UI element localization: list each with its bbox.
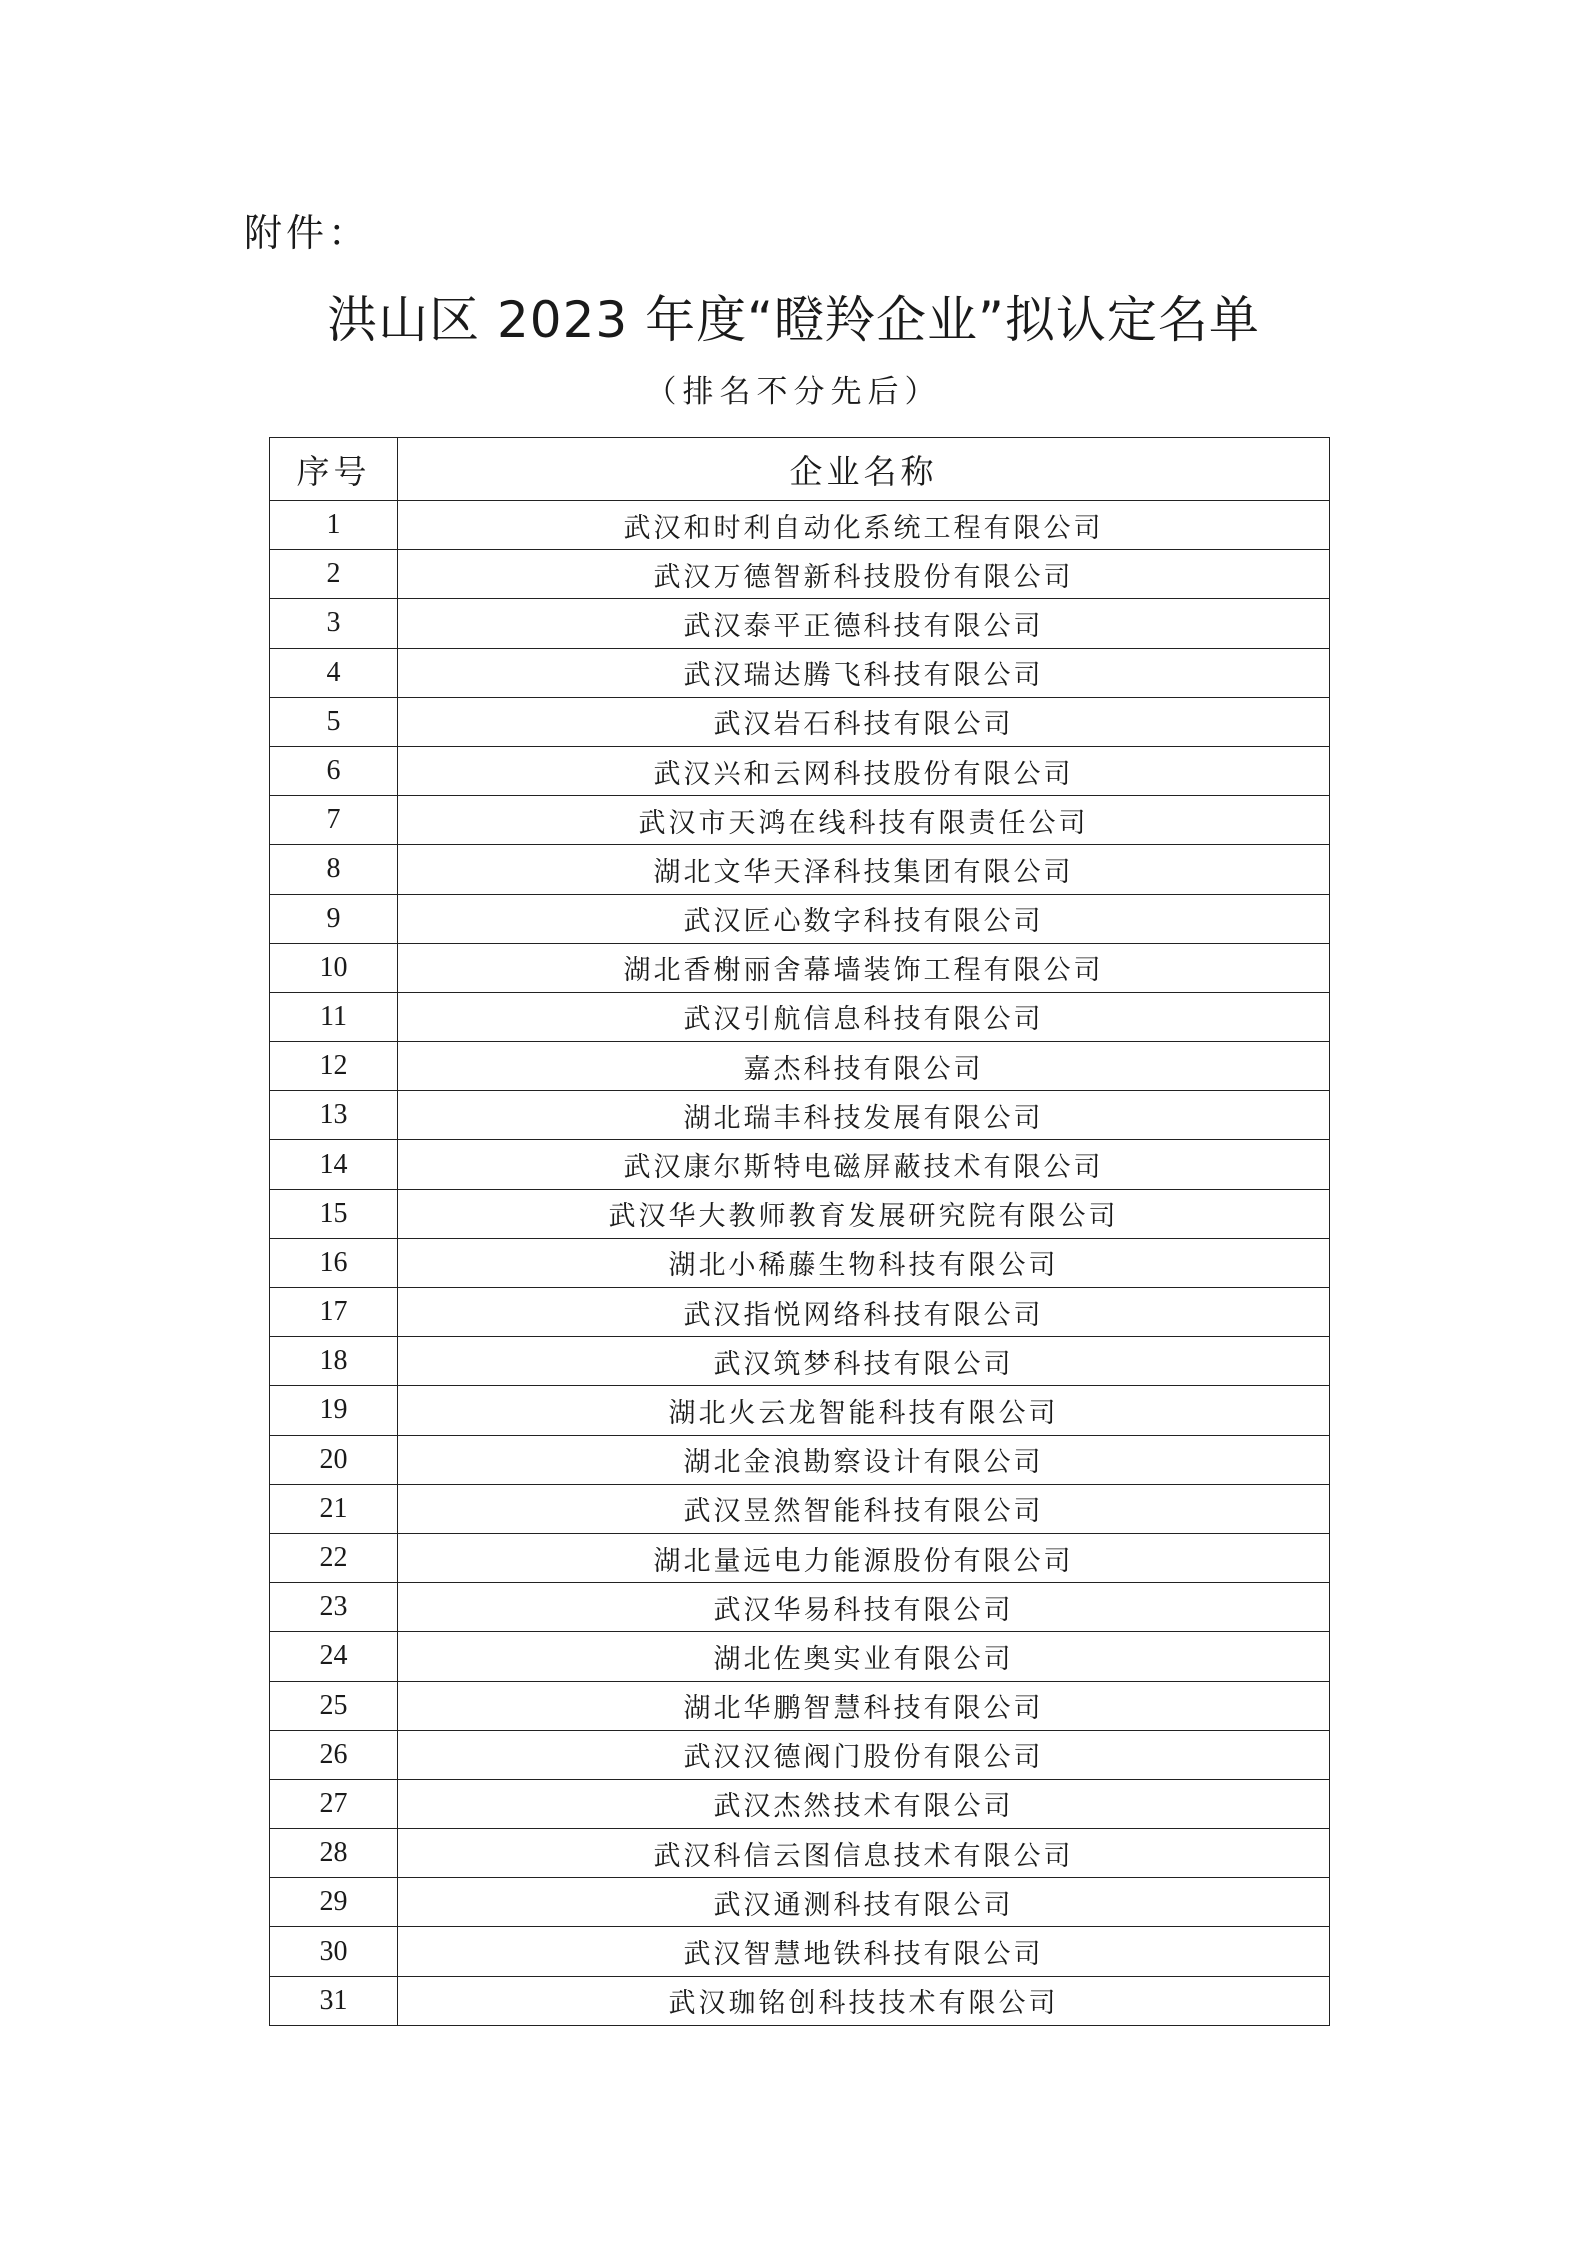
company-name-cell: 湖北金浪勘察设计有限公司	[398, 1435, 1330, 1484]
company-name-cell: 武汉智慧地铁科技有限公司	[398, 1927, 1330, 1976]
row-index-cell: 18	[270, 1337, 398, 1386]
document-subtitle: （排名不分先后）	[645, 374, 942, 410]
table-row	[270, 1140, 1330, 1189]
company-name-cell: 武汉昱然智能科技有限公司	[398, 1484, 1330, 1533]
table-row	[270, 1435, 1330, 1484]
table-row	[270, 599, 1330, 648]
company-name-cell: 湖北华鹏智慧科技有限公司	[398, 1681, 1330, 1730]
row-index-cell: 14	[270, 1140, 398, 1189]
header-index: 序号	[270, 438, 398, 501]
row-index-cell: 25	[270, 1681, 398, 1730]
company-name-cell: 武汉万德智新科技股份有限公司	[398, 550, 1330, 599]
row-index-cell: 13	[270, 1091, 398, 1140]
table-row	[270, 746, 1330, 795]
row-index-cell: 20	[270, 1435, 398, 1484]
table-row	[270, 1779, 1330, 1828]
attachment-label: 附件：	[244, 211, 371, 255]
table-row	[270, 1189, 1330, 1238]
table-row	[270, 1238, 1330, 1287]
header-company-name: 企业名称	[398, 438, 1330, 501]
table-row	[270, 1337, 1330, 1386]
company-name-cell: 武汉杰然技术有限公司	[398, 1779, 1330, 1828]
company-name-cell: 武汉华大教师教育发展研究院有限公司	[398, 1189, 1330, 1238]
row-index-cell: 1	[270, 501, 398, 550]
table-header-row	[270, 438, 1330, 501]
table-row	[270, 550, 1330, 599]
table-row	[270, 1927, 1330, 1976]
table-row	[270, 1533, 1330, 1582]
table-row	[270, 796, 1330, 845]
company-name-cell: 湖北佐奥实业有限公司	[398, 1632, 1330, 1681]
table-row	[270, 697, 1330, 746]
row-index-cell: 17	[270, 1288, 398, 1337]
table-row	[270, 1681, 1330, 1730]
company-name-cell: 湖北量远电力能源股份有限公司	[398, 1533, 1330, 1582]
company-name-cell: 武汉岩石科技有限公司	[398, 697, 1330, 746]
table-row	[270, 1288, 1330, 1337]
company-name-cell: 武汉康尔斯特电磁屏蔽技术有限公司	[398, 1140, 1330, 1189]
company-list-table	[269, 437, 1330, 2026]
company-name-cell: 湖北瑞丰科技发展有限公司	[398, 1091, 1330, 1140]
document-title: 洪山区 2023 年度“瞪羚企业”拟认定名单	[327, 291, 1260, 349]
company-name-cell: 武汉筑梦科技有限公司	[398, 1337, 1330, 1386]
table-row	[270, 845, 1330, 894]
row-index-cell: 28	[270, 1829, 398, 1878]
table-row	[270, 1042, 1330, 1091]
table-row	[270, 1484, 1330, 1533]
company-name-cell: 武汉和时利自动化系统工程有限公司	[398, 501, 1330, 550]
row-index-cell: 19	[270, 1386, 398, 1435]
company-name-cell: 武汉瑞达腾飞科技有限公司	[398, 648, 1330, 697]
row-index-cell: 7	[270, 796, 398, 845]
table-row	[270, 894, 1330, 943]
table-row	[270, 501, 1330, 550]
row-index-cell: 11	[270, 992, 398, 1041]
row-index-cell: 21	[270, 1484, 398, 1533]
company-name-cell: 武汉市天鸿在线科技有限责任公司	[398, 796, 1330, 845]
company-name-cell: 湖北小稀藤生物科技有限公司	[398, 1238, 1330, 1287]
company-name-cell: 湖北火云龙智能科技有限公司	[398, 1386, 1330, 1435]
company-name-cell: 武汉泰平正德科技有限公司	[398, 599, 1330, 648]
company-name-cell: 武汉引航信息科技有限公司	[398, 992, 1330, 1041]
table-row	[270, 648, 1330, 697]
row-index-cell: 8	[270, 845, 398, 894]
company-name-cell: 武汉汉德阀门股份有限公司	[398, 1730, 1330, 1779]
row-index-cell: 9	[270, 894, 398, 943]
table-row	[270, 1878, 1330, 1927]
row-index-cell: 22	[270, 1533, 398, 1582]
table-row	[270, 1583, 1330, 1632]
table-row	[270, 943, 1330, 992]
company-name-cell: 武汉科信云图信息技术有限公司	[398, 1829, 1330, 1878]
row-index-cell: 16	[270, 1238, 398, 1287]
row-index-cell: 30	[270, 1927, 398, 1976]
table-row	[270, 1386, 1330, 1435]
row-index-cell: 2	[270, 550, 398, 599]
row-index-cell: 15	[270, 1189, 398, 1238]
company-name-cell: 湖北香榭丽舍幕墙装饰工程有限公司	[398, 943, 1330, 992]
row-index-cell: 29	[270, 1878, 398, 1927]
row-index-cell: 3	[270, 599, 398, 648]
table-row	[270, 992, 1330, 1041]
row-index-cell: 24	[270, 1632, 398, 1681]
table-row	[270, 1632, 1330, 1681]
table-body	[270, 501, 1330, 2026]
company-name-cell: 武汉珈铭创科技技术有限公司	[398, 1976, 1330, 2025]
row-index-cell: 4	[270, 648, 398, 697]
company-name-cell: 武汉通测科技有限公司	[398, 1878, 1330, 1927]
company-name-cell: 武汉指悦网络科技有限公司	[398, 1288, 1330, 1337]
row-index-cell: 23	[270, 1583, 398, 1632]
table-row	[270, 1829, 1330, 1878]
table-row	[270, 1730, 1330, 1779]
row-index-cell: 26	[270, 1730, 398, 1779]
company-name-cell: 武汉华易科技有限公司	[398, 1583, 1330, 1632]
company-name-cell: 武汉兴和云网科技股份有限公司	[398, 746, 1330, 795]
company-name-cell: 湖北文华天泽科技集团有限公司	[398, 845, 1330, 894]
table-row	[270, 1091, 1330, 1140]
row-index-cell: 6	[270, 746, 398, 795]
company-name-cell: 武汉匠心数字科技有限公司	[398, 894, 1330, 943]
company-name-cell: 嘉杰科技有限公司	[398, 1042, 1330, 1091]
row-index-cell: 5	[270, 697, 398, 746]
table-row	[270, 1976, 1330, 2025]
row-index-cell: 10	[270, 943, 398, 992]
row-index-cell: 27	[270, 1779, 398, 1828]
row-index-cell: 31	[270, 1976, 398, 2025]
row-index-cell: 12	[270, 1042, 398, 1091]
